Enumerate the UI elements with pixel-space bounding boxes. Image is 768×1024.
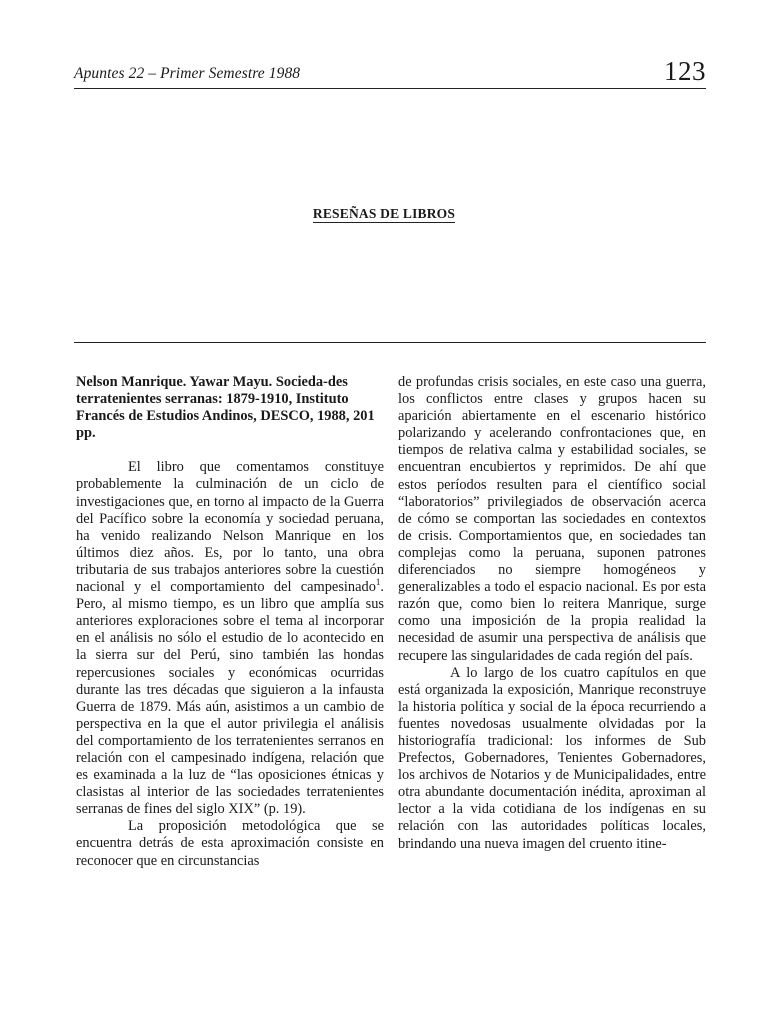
page-number: 123 (664, 56, 706, 86)
footnote-marker: 1 (375, 577, 381, 588)
book-citation: Nelson Manrique. Yawar Mayu. Socieda-des terratenientes serranas: 1879-1910, Instituto Francés de Estudios Andinos, DESCO, 1988, 201 pp. (76, 374, 375, 442)
paragraph-1-part-b: . Pero, al mismo tiempo, es un libro que amplía sus anteriores exploraciones sobre el tema al incorporar en el análisis no sólo el estudio de lo acontecido en la sierra sur del Perú, sino también las hondas repercusiones sociales y económicas ocurridas durante las tres décadas que siguieron a la infausta Guerra de 1879. Más aún, asistimos a un cambio de perspectiva en la que el autor privilegia el análisis del comportamiento de los terratenientes serranos en relación con el campesinado indígena, relación que es examinada a la luz de “las oposiciones étnicas y clasistas al interior de las sociedades terratenientes serranas de fines del siglo XIX” (p. 19). (76, 579, 384, 818)
header-rule (74, 88, 706, 89)
section-title-text: RESEÑAS DE LIBROS (312, 206, 456, 221)
paragraph-1-part-a: El libro que comentamos constituye probablemente la culminación de un ciclo de investigaciones que, en torno al impacto de la Guerra del Pacífico sobre la economía y sociedad peruana, ha venido realizando Nelson Manrique en los últimos diez años. Es, por lo tanto, una obra tributaria de sus trabajos anteriores sobre la cuestión nacional y el comportamiento del campesinado (76, 459, 384, 596)
journal-issue-line: Apuntes 22 – Primer Semestre 1988 (74, 65, 301, 82)
section-title (0, 206, 768, 222)
paragraph-2-continued: de profundas crisis sociales, en este caso una guerra, los conflictos entre clases y grupos hacen su aparición abiertamente en el escenario histórico polarizando y acelerando confrontaciones que, en tiempos de relativa calma y estabilidad sociales, se encuentran encubiertos y reprimidos. De ahí que estos períodos resulten para el científico social “laboratorios” privilegiados de observación acerca de cómo se comportan las sociedades en contextos de crisis. Comportamientos que, en sociedades tan complejas como la peruana, suponen patrones diferenciados no siempre homogéneos y generalizables a todo el espacio nacional. Es por esta razón que, como bien lo reitera Manrique, surge como una imposición de la propia realidad la necesidad de asumir una perspectiva de análisis que recupere las singularidades de cada región del país. (398, 374, 706, 664)
paragraph-1 (76, 459, 384, 818)
section-rule (74, 342, 706, 343)
running-header (74, 58, 706, 88)
paragraph-2: La proposición metodológica que se encuentra detrás de esta aproximación consiste en reconocer que en circunstancias (76, 818, 384, 869)
right-column (398, 374, 706, 853)
left-column (76, 374, 384, 870)
paragraph-3: A lo largo de los cuatro capítulos en que está organizada la exposición, Manrique reconstruye la historia política y social de la época recurriendo a fuentes novedosas usualmente olvidadas por la historiografía tradicional: los informes de Sub Prefectos, Gobernadores, Tenientes Gobernadores, los archivos de Notarios y de Municipalidades, entre otra abundante documentación inédita, aproximan al lector a la vida cotidiana de los indígenas en su relación con las autoridades políticas locales, brindando una nueva imagen del cruento itine- (398, 664, 706, 852)
